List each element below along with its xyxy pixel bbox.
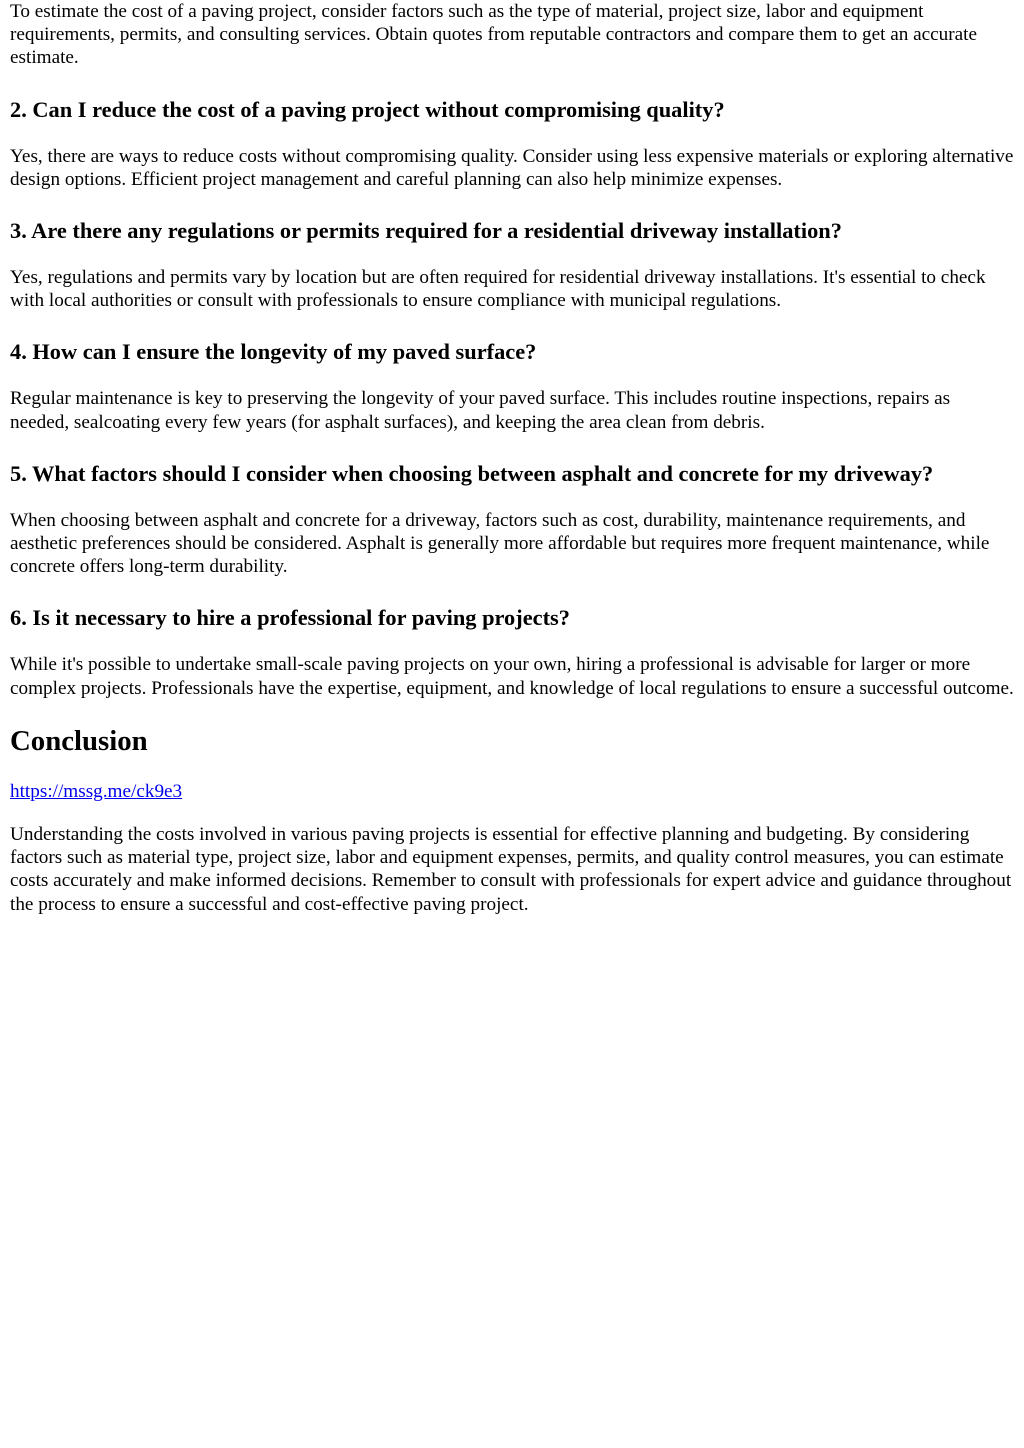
faq-question-2: 2. Can I reduce the cost of a paving project without compromising quality? xyxy=(10,96,725,122)
faq-question-3: 3. Are there any regulations or permits required for a residential driveway installation? xyxy=(10,218,842,244)
conclusion-body: Understanding the costs involved in various paving projects is essential for effective planning and budgeting. By considering factors such as material type, project size, labor and equipment expenses, permits, and quality control measures, you can estimate costs accurately and make informed decisions. Remember to consult with professionals for expert advice and guidance throughout the process to ensure a successful and cost-effective paving project. xyxy=(10,824,1012,915)
faq-question-6: 6. Is it necessary to hire a professional for paving projects? xyxy=(10,605,570,631)
faq-answer-4: Regular maintenance is key to preserving the longevity of your paved surface. This includes routine inspections, repairs as needed, sealcoating every few years (for asphalt surfaces), and keeping the area clean from debris. xyxy=(10,388,951,433)
faq-answer-6: While it's possible to undertake small-scale paving projects on your own, hiring a professional is advisable for larger or more complex projects. Professionals have the expertise, equipment, and knowledge of local regulations to ensure a successful outcome. xyxy=(10,654,1014,699)
faq-answer-2: Yes, there are ways to reduce costs without compromising quality. Consider using less expensive materials or exploring alternative design options. Efficient project management and careful planning can also help minimize expenses. xyxy=(10,145,1014,190)
faq-answer-3: Yes, regulations and permits vary by location but are often required for residential driveway installations. It's essential to check with local authorities or consult with professionals to ensure compliance with municipal regulations. xyxy=(10,267,986,312)
conclusion-heading: Conclusion xyxy=(10,724,148,757)
conclusion-link[interactable]: https://mssg.me/ck9e3 xyxy=(10,780,183,802)
intro-paragraph: To estimate the cost of a paving project, consider factors such as the type of material, project size, labor and equipment requirements, permits, and consulting services. Obtain quotes from reputable contractors and compare them to get an accurate estimate. xyxy=(10,1,978,69)
faq-question-5: 5. What factors should I consider when choosing between asphalt and concrete for my driveway? xyxy=(10,460,934,486)
faq-answer-5: When choosing between asphalt and concrete for a driveway, factors such as cost, durability, maintenance requirements, and aesthetic preferences should be considered. Asphalt is generally more affordable but requires more frequent maintenance, while concrete offers long-term durability. xyxy=(10,509,990,578)
conclusion-link-paragraph xyxy=(10,780,1014,803)
faq-question-4: 4. How can I ensure the longevity of my paved surface? xyxy=(10,339,537,365)
